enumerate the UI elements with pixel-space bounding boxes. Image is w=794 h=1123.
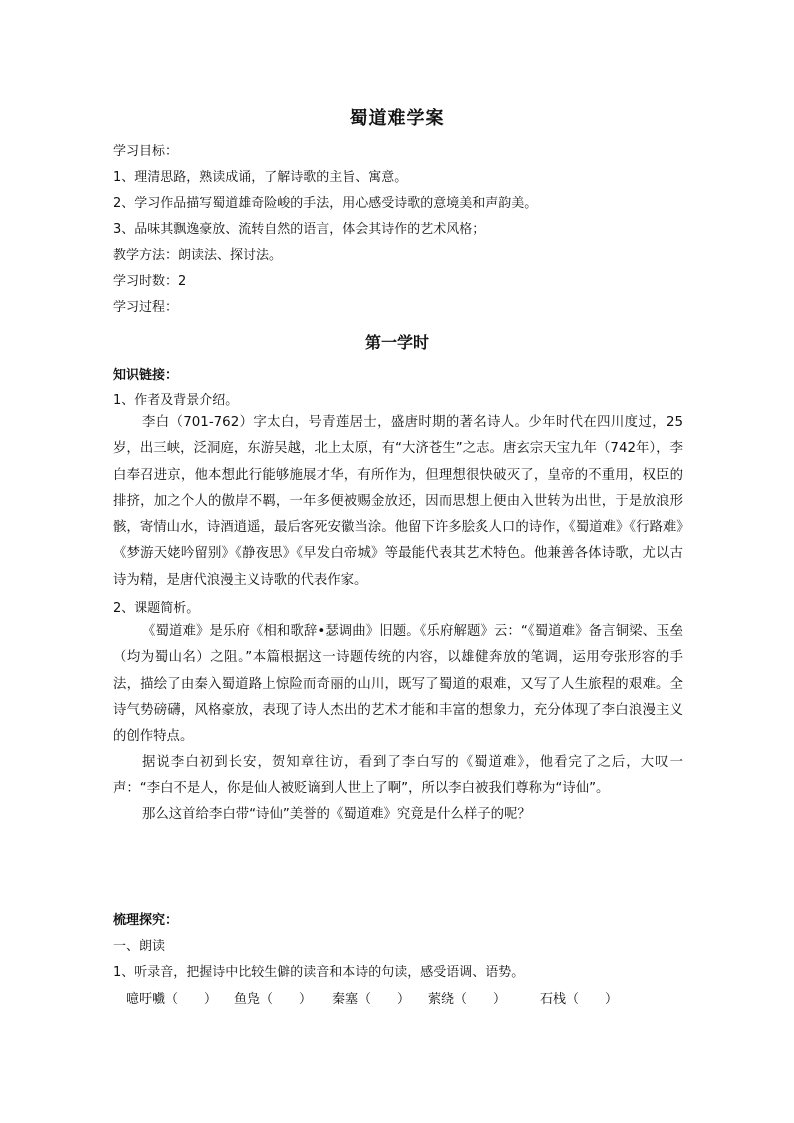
- lesson-title: 第一学时: [364, 333, 429, 352]
- objective-1: 1、理清思路，熟读成诵，了解诗歌的主旨、寓意。: [113, 170, 408, 185]
- objective-2: 2、学习作品描写蜀道雄奇险峻的手法，用心感受诗歌的意境美和声韵美。: [113, 196, 538, 211]
- knowledge-heading: 知识链接：: [113, 368, 179, 383]
- section2-heading: 2、课题简析。: [113, 601, 200, 616]
- title-analysis-paragraph: 《蜀道难》是乐府《相和歌辞•瑟调曲》旧题。《乐府解题》云：“《蜀道难》备言铜梁、玉垒（均为蜀山名）之阻。”本篇根据这一诗题传统的内容，以雄健奔放的笔调，运用夸张形容的手法，描绘了由秦入蜀道路上惊险而奇丽的山川，既写了蜀道的艰难，又写了人生旅程的艰难。全诗气势磅礴，风格豪放，表现了诗人杰出的艺术才能和丰富的想象力，充分体现了李白浪漫主义的创作特点。: [113, 624, 683, 745]
- pinyin-item: 秦塞（ ）: [332, 992, 411, 1007]
- author-background-paragraph: 李白（701-762）字太白，号青莲居士，盛唐时期的著名诗人。少年时代在四川度过，25岁，出三峡，泛洞庭，东游吴越，北上太原，有“大济苍生”之志。唐玄宗天宝九年（742年），李白奉召进京，他本想此行能够施展才华，有所作为，但理想很快破灭了，皇帝的不重用，权臣的排挤，加之个人的傲岸不羁，一年多便被赐金放还，因而思想上便由入世转为出世，于是放浪形骸，寄情山水，诗酒逍遥，最后客死安徽当涂。他留下许多脍炙人口的诗作，《蜀道难》《行路难》《梦游天姥吟留别》《静夜思》《早发白帝城》等最能代表其艺术特色。他兼善各体诗歌，尤以古诗为精，是唐代浪漫主义诗歌的代表作家。: [113, 415, 683, 588]
- study-process: 学习过程：: [113, 300, 179, 315]
- section1-heading: 1、作者及背景介绍。: [113, 393, 239, 408]
- explore-heading: 梳理探究：: [113, 913, 179, 928]
- pinyin-item: 噫吁嚱（ ）: [126, 992, 218, 1007]
- story-paragraph: 据说李白初到长安，贺知章往访，看到了李白写的《蜀道难》，他看完了之后，大叹一声：“李白不是人，你是仙人被贬谪到人世上了啊”，所以李白被我们尊称为“诗仙”。: [113, 755, 683, 797]
- teaching-method: 教学方法：朗读法、探讨法。: [113, 248, 283, 263]
- study-hours: 学习时数：2: [113, 274, 187, 289]
- pinyin-item: 石栈（ ）: [540, 992, 619, 1007]
- question-paragraph: 那么这首给李白带“诗仙”美誉的《蜀道难》究竟是什么样子的呢？: [142, 807, 531, 822]
- objective-3: 3、品味其飘逸豪放、流转自然的语言，体会其诗作的艺术风格；: [113, 222, 486, 237]
- part1-heading: 一、朗读: [113, 939, 166, 954]
- page-title: 蜀道难学案: [349, 108, 445, 129]
- pinyin-exercise: [126, 988, 618, 1007]
- objectives-heading: 学习目标：: [113, 144, 179, 159]
- task1: 1、听录音，把握诗中比较生僻的读音和本诗的句读，感受语调、语势。: [113, 965, 525, 980]
- pinyin-item: 萦绕（ ）: [428, 992, 507, 1007]
- pinyin-item: 鱼凫（ ）: [234, 992, 313, 1007]
